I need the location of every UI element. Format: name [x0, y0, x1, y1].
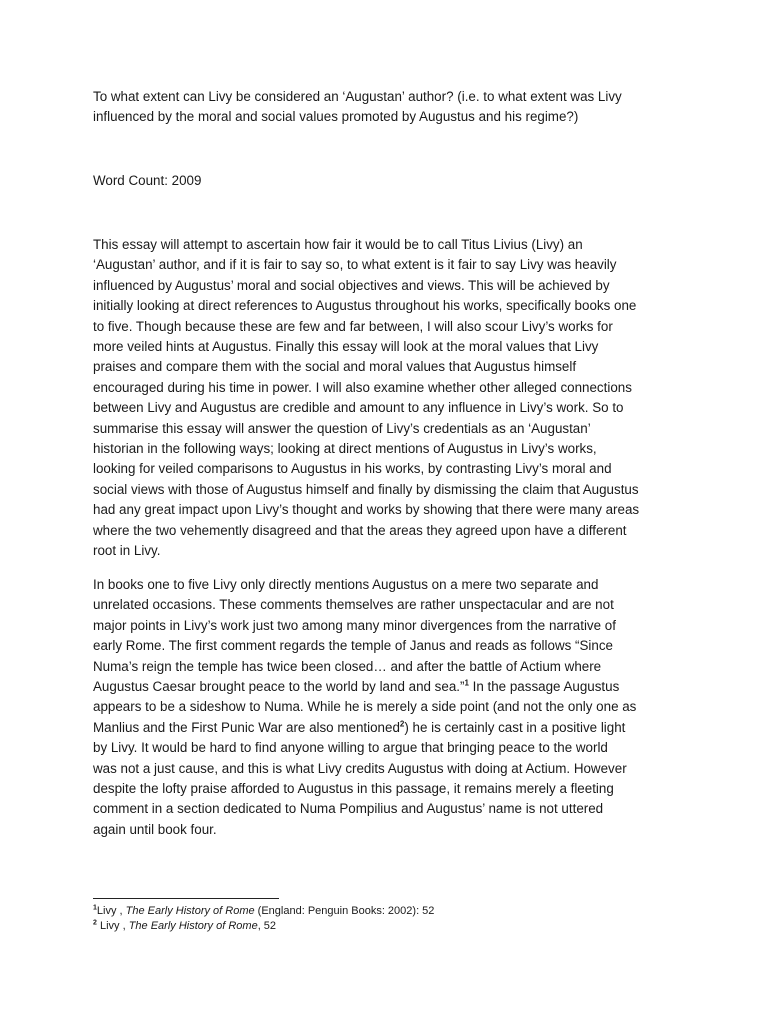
paragraph-line: In books one to five Livy only directly mentions Augustus on a mere two separate and	[93, 577, 599, 592]
footnote-author: Livy ,	[96, 920, 129, 932]
paragraph-line: Numa’s reign the temple has twice been closed… and after the battle of Actium where	[93, 658, 602, 674]
paragraph-line: to five. Though because these are few and far between, I will also scour Livy’s works for	[93, 318, 613, 334]
paragraph-line: unrelated occasions. These comments themselves are rather unspectacular and are not	[93, 597, 614, 613]
paragraph-text: ) he is certainly cast in a positive light	[404, 719, 626, 735]
footnote-author: Livy ,	[96, 905, 126, 917]
paragraph-line: This essay will attempt to ascertain how fair it would be to call Titus Livius (Livy) an	[93, 237, 583, 252]
paragraph-text: In the passage Augustus	[468, 679, 620, 695]
footnote-1	[93, 904, 693, 919]
paragraph-line: ‘Augustan’ author, and if it is fair to say so, to what extent is it fair to say Livy was heavily	[93, 257, 617, 273]
paragraph-line: social views with those of Augustus himself and finally by dismissing the claim that Augustus	[93, 481, 639, 497]
paragraph-line: where the two vehemently disagreed and that the areas they agreed upon have a different	[93, 522, 627, 538]
essay-question	[93, 87, 693, 128]
paragraph-direct-mentions	[93, 575, 681, 840]
paragraph-text: Manlius and the First Punic War are also mentioned	[93, 719, 400, 735]
question-line: To what extent can Livy be considered an ‘Augustan’ author? (i.e. to what extent was Livy	[93, 89, 622, 104]
paragraph-line: had any great impact upon Livy’s thought and works by showing that there were many areas	[93, 502, 640, 518]
paragraph-line: initially looking at direct references to Augustus throughout his works, specifically books one	[93, 298, 637, 314]
paragraph-line: by Livy. It would be hard to find anyone willing to argue that bringing peace to the world	[93, 740, 608, 756]
footnote-title: The Early History of Rome	[128, 920, 258, 932]
paragraph-line	[93, 677, 681, 697]
paragraph-text: Augustus Caesar brought peace to the world by land and sea.”	[93, 679, 465, 695]
paragraph-line: early Rome. The first comment regards the temple of Janus and reads as follows “Since	[93, 638, 613, 654]
footnote-2	[93, 919, 693, 934]
footnote-marker: 1	[93, 904, 97, 912]
paragraph-line: praises and compare them with the social and moral values that Augustus himself	[93, 359, 577, 375]
paragraph-line: major points in Livy’s work just two among many minor divergences from the narrative of	[93, 617, 616, 633]
footnote-title: The Early History of Rome	[125, 905, 255, 917]
footnote-separator	[93, 898, 279, 899]
paragraph-line: appears to be a sideshow to Numa. While he is merely a side point (and not the only one as	[93, 699, 637, 715]
paragraph-line: encouraged during his time in power. I will also examine whether other alleged connections	[93, 379, 632, 395]
paragraph-line: comment in a section dedicated to Numa Pompilius and Augustus’ name is not uttered	[93, 801, 604, 817]
footnote-marker: 2	[93, 919, 97, 927]
paragraph-line: again until book four.	[93, 821, 217, 837]
paragraph-line: influenced by Augustus’ moral and social objectives and views. This will be achieved by	[93, 277, 610, 293]
paragraph-line: summarise this essay will answer the question of Livy’s credentials as an ‘Augustan’	[93, 420, 591, 436]
word-count: Word Count: 2009	[93, 173, 202, 188]
footnote-details: , 52	[257, 920, 277, 932]
paragraph-line: historian in the following ways; looking at direct mentions of Augustus in Livy’s works,	[93, 441, 597, 457]
paragraph-line: was not a just cause, and this is what Livy credits Augustus with doing at Actium. However	[93, 760, 627, 776]
paragraph-line: between Livy and Augustus are credible and amount to any influence in Livy’s work. So to	[93, 400, 624, 416]
paragraph-line: root in Livy.	[93, 543, 161, 559]
paragraph-line	[93, 718, 681, 738]
footnote-reference-2[interactable]: 2	[399, 719, 405, 729]
question-line: influenced by the moral and social values promoted by Augustus and his regime?)	[93, 109, 579, 125]
footnote-details: (England: Penguin Books: 2002): 52	[254, 905, 435, 917]
paragraph-introduction	[93, 235, 681, 562]
footnotes	[93, 904, 693, 934]
paragraph-line: despite the lofty praise afforded to Augustus in this passage, it remains merely a fleeting	[93, 781, 614, 797]
paragraph-line: more veiled hints at Augustus. Finally this essay will look at the moral values that Livy	[93, 339, 599, 355]
footnote-reference-1[interactable]: 1	[464, 678, 469, 688]
paragraph-line: looking for veiled comparisons to Augustus in his works, by contrasting Livy’s moral and	[93, 461, 612, 477]
